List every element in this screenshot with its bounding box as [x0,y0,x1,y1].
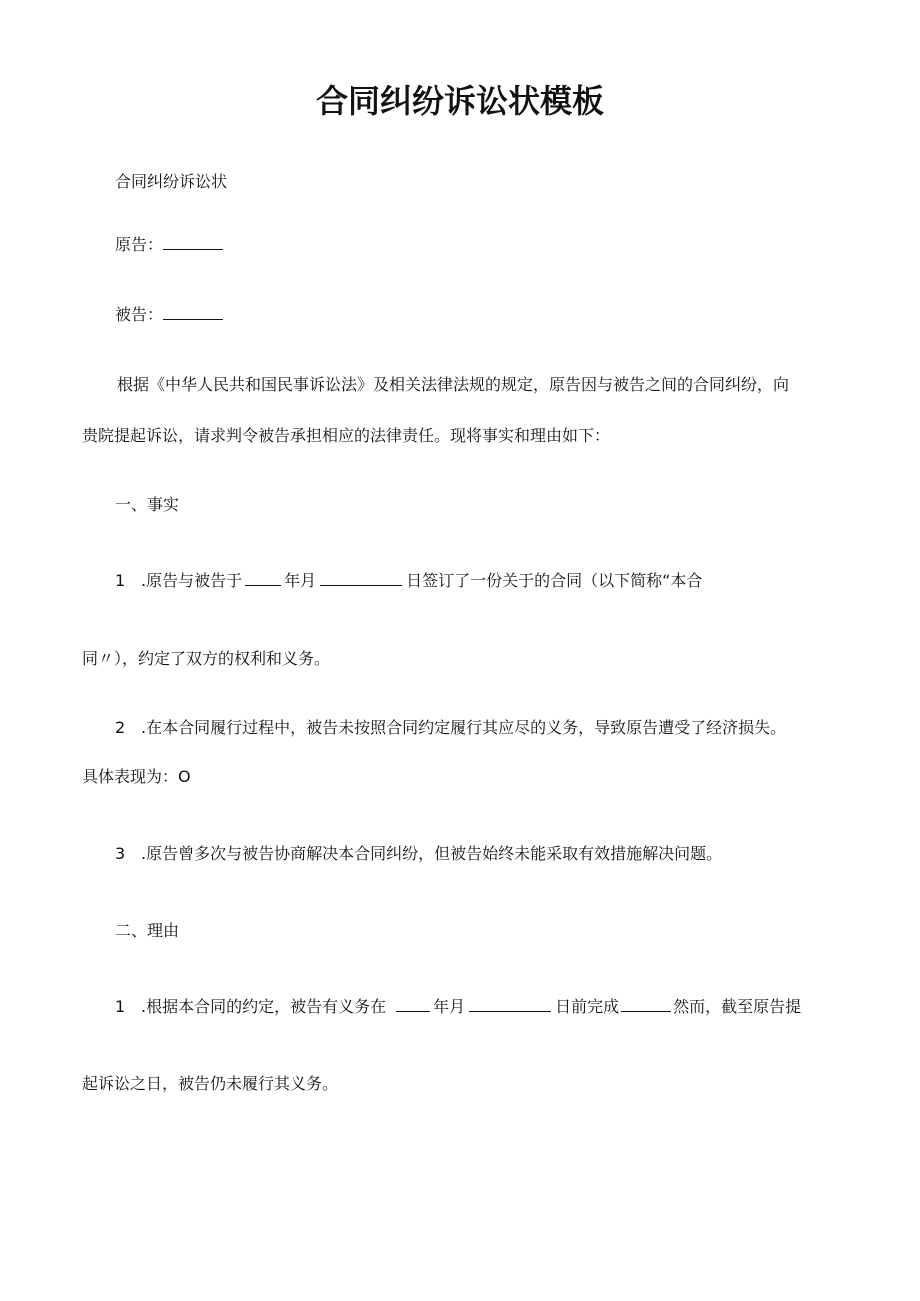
fact-1-text-b: 年月 [284,571,317,590]
fact-2-line-1 [115,718,786,738]
defendant-label: 被告： [115,305,164,324]
fact-1-line-1 [115,571,702,591]
plaintiff-label: 原告： [115,235,164,254]
fact-1-day-blank [320,571,402,586]
reason-1-text-c: 日前完成 [555,997,620,1016]
fact-2-number: 2 [115,718,126,737]
intro-line-1: 根据《中华人民共和国民事诉讼法》及相关法律法规的规定，原告因与被告之间的合同纠纷，向 [117,375,790,394]
section-facts-heading: 一、事实 [115,495,180,514]
reason-1-task-blank [621,997,671,1012]
fact-2-text: .在本合同履行过程中，被告未按照合同约定履行其应尽的义务，导致原告遭受了经济损失。 [141,718,787,737]
plaintiff-blank [163,235,223,250]
reason-1-number: 1 [115,997,126,1016]
reason-1-day-blank [469,997,551,1012]
fact-3-line-1 [115,844,722,864]
fact-1-number: 1 [115,571,126,590]
plaintiff-line [115,235,223,255]
fact-3-text: .原告曾多次与被告协商解决本合同纠纷，但被告始终未能采取有效措施解决问题。 [141,844,723,863]
fact-1-line-2: 同〃），约定了双方的权利和义务。 [82,649,331,668]
fact-1-text-a: .原告与被告于 [141,571,243,590]
defendant-blank [163,305,223,320]
reason-1-text-b: 年月 [433,997,466,1016]
defendant-line [115,305,223,325]
fact-3-number: 3 [115,844,126,863]
reason-1-text-d: 然而，截至原告提 [673,997,802,1016]
intro-line-2: 贵院提起诉讼，请求判令被告承担相应的法律责任。现将事实和理由如下： [82,426,611,445]
reason-1-line-1 [115,997,801,1017]
document-title: 合同纠纷诉讼状模板 [315,82,604,120]
document-subtitle: 合同纠纷诉讼状 [115,172,228,191]
reason-1-line-2: 起诉讼之日，被告仍未履行其义务。 [82,1074,339,1093]
section-reasons-heading: 二、理由 [115,921,180,940]
reason-1-text-a: .根据本合同的约定，被告有义务在 [141,997,387,1016]
fact-1-text-c: 日签订了一份关于的合同（以下简称“本合 [406,571,703,590]
reason-1-year-blank [396,997,430,1012]
fact-2-line-2: 具体表现为：O [82,767,191,786]
fact-1-year-blank [245,571,281,586]
